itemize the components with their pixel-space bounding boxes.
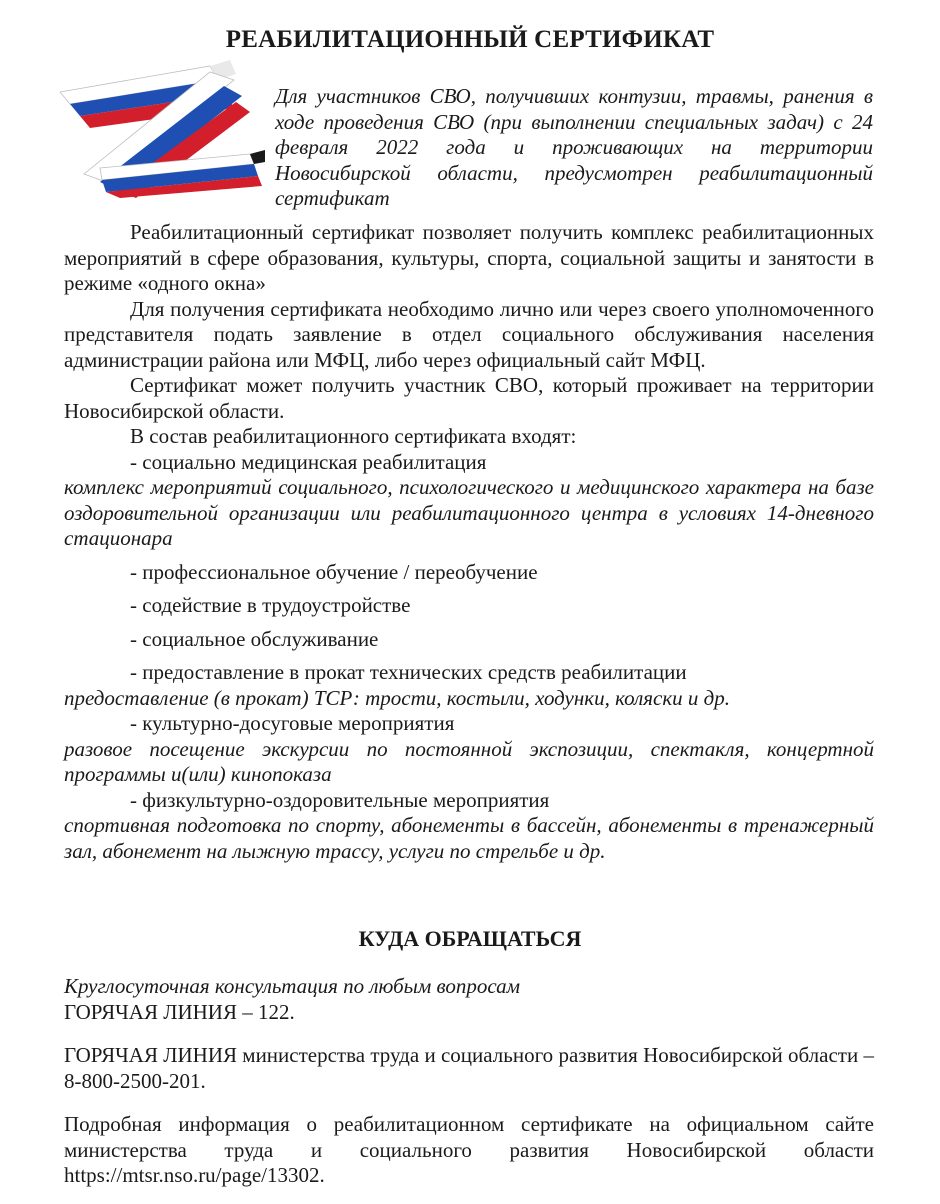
list-item: - культурно-досуговые мероприятия xyxy=(130,711,455,735)
paragraph-eligibility: Сертификат может получить участник СВО, который проживает на территории Новосибирской области. xyxy=(64,373,874,423)
consult-note: Круглосуточная консультация по любым вопросам xyxy=(64,974,521,998)
logo xyxy=(60,58,265,198)
list-item-description: спортивная подготовка по спорту, абонементы в бассейн, абонементы в тренажерный зал, абонемент на лыжную трассу, услуги по стрельбе и др. xyxy=(64,813,874,863)
more-info: Подробная информация о реабилитационном сертификате на официальном сайте министерства труда и социального развития Новосибирской области https://mtsr.nso.ru/page/13302. xyxy=(64,1112,874,1187)
list-item: - физкультурно-оздоровительные мероприятия xyxy=(130,787,550,812)
main-body xyxy=(64,220,874,864)
list-item: - предоставление в прокат технических средств реабилитации xyxy=(130,660,687,684)
list-item-description: предоставление (в прокат) ТСР: трости, костыли, ходунки, коляски и др. xyxy=(64,685,731,710)
paragraph-composition: В состав реабилитационного сертификата входят: xyxy=(130,424,577,448)
russian-flag-ribbon-letter-z-icon xyxy=(60,58,265,198)
intro-text: Для участников СВО, получивших контузии, травмы, ранения в ходе проведения СВО (при выполнении специальных задач) с 24 февраля 2022 года и проживающих на территории Новосибирской области, предусмотрен реабилитационный сертификат xyxy=(275,84,873,210)
section-title: КУДА ОБРАЩАТЬСЯ xyxy=(358,926,582,951)
list-item-description: разовое посещение экскурсии по постоянной экспозиции, спектакля, концертной программы и(или) кинопоказа xyxy=(64,736,874,786)
list-item: - социальное обслуживание xyxy=(130,626,379,651)
paragraph-overview: Реабилитационный сертификат позволяет получить комплекс реабилитационных мероприятий в сфере образования, культуры, спорта, социальной защиты и занятости в режиме «одного окна» xyxy=(64,220,874,295)
list-item: - социально медицинская реабилитация xyxy=(130,449,487,474)
hotline-general: ГОРЯЧАЯ ЛИНИЯ – 122. xyxy=(64,999,295,1024)
list-item: - профессиональное обучение / переобучение xyxy=(130,559,538,584)
hotline-ministry: ГОРЯЧАЯ ЛИНИЯ министерства труда и социального развития Новосибирской области – 8-800-2500-201. xyxy=(64,1043,874,1093)
contacts-block xyxy=(64,974,874,1189)
paragraph-how-to-get: Для получения сертификата необходимо лично или через своего уполномоченного представителя подать заявление в отдел социального обслуживания населения администрации района или МФЦ, либо через официальный сайт МФЦ. xyxy=(64,296,874,372)
list-item: - содействие в трудоустройстве xyxy=(130,593,411,617)
document-title: РЕАБИЛИТАЦИОННЫЙ СЕРТИФИКАТ xyxy=(225,26,715,53)
list-item-description: комплекс мероприятий социального, психологического и медицинского характера на базе оздоровительной организации или реабилитационного центра в условиях 14-дневного стационара xyxy=(64,475,874,550)
